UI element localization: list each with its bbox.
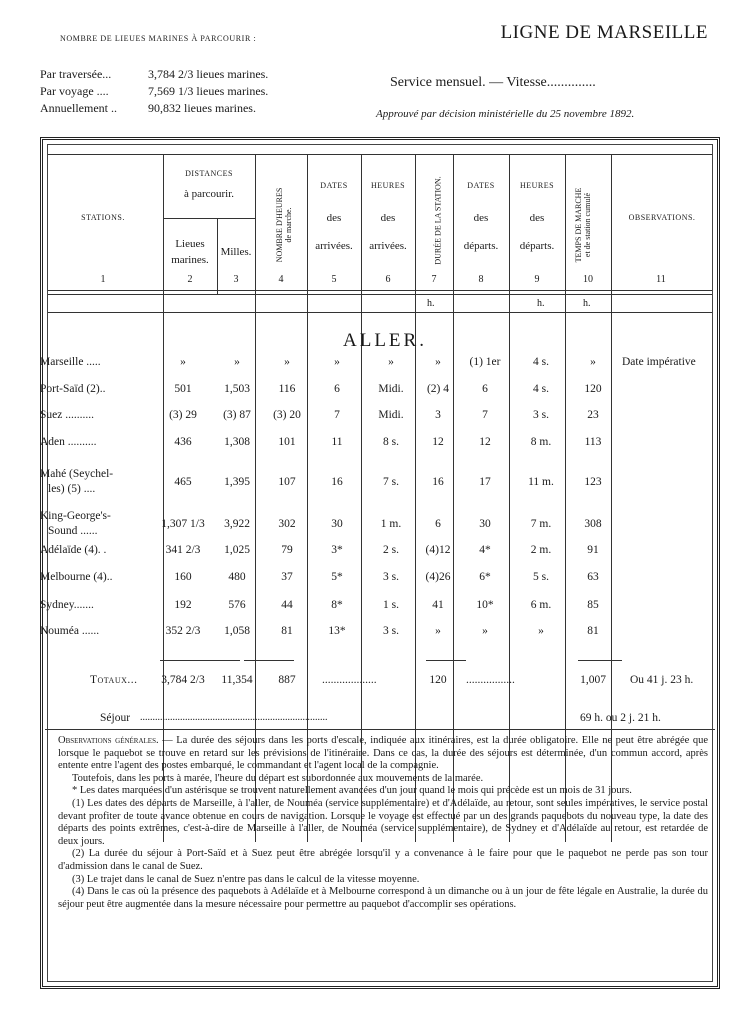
header-distances: DISTANCES [185, 169, 233, 178]
row-date-arr: 3* [331, 544, 343, 556]
header-stations: STATIONS. [81, 213, 125, 222]
header-dates-dep: DATES [467, 181, 495, 190]
header-des: des [326, 212, 342, 224]
row-temps: 113 [584, 436, 602, 448]
col-number: 7 [431, 274, 437, 285]
header-arrivees: arrivées. [369, 240, 407, 252]
unit-duree: h. [427, 298, 435, 309]
row-temps: 85 [587, 599, 599, 611]
note-paragraph: (4) Dans le cas où la présence des paquebots à Adélaïde et à Melbourne correspond à un dimanche ou à un jour de fête légale en Australie, la durée du séjour peut être augmentée dans la mesure nécessaire pour permettre au paquebot d'accomplir ses opérations. [58, 886, 708, 910]
row-milles: » [234, 356, 240, 368]
row-heures: 79 [281, 544, 293, 556]
row-lieues: (3) 29 [169, 409, 197, 421]
col-number: 11 [656, 274, 666, 285]
service-line: Service mensuel. — Vitesse.............. [390, 75, 596, 90]
row-temps: 123 [584, 476, 602, 488]
row-station: King-George's- [40, 510, 111, 522]
row-lieues: 501 [174, 383, 192, 395]
row-heures: 116 [278, 383, 296, 395]
row-heure-dep: 8 m. [530, 436, 552, 448]
sejour-value: 69 h. ou 2 j. 21 h. [580, 712, 661, 724]
row-temps: 81 [587, 625, 599, 637]
row-heures: 302 [278, 518, 296, 530]
header-heures-arr: HEURES [370, 181, 406, 190]
row-date-dep: 6* [479, 571, 491, 583]
row-temps: 308 [584, 518, 602, 530]
row-date-arr: 5* [331, 571, 343, 583]
row-milles: 3,922 [224, 518, 250, 530]
row-date-dep: (1) 1er [469, 356, 501, 368]
row-heure-arr: » [388, 356, 394, 368]
col-number: 5 [331, 274, 337, 285]
row-heure-dep: 4 s. [533, 383, 549, 395]
row-heure-arr: 2 s. [383, 544, 399, 556]
distance-heading: NOMBRE DE LIEUES MARINES À PARCOURIR : [60, 34, 257, 43]
unit-heures-dep: h. [537, 298, 545, 309]
row-station: Adélaïde (4). . [40, 544, 107, 556]
row-date-dep: 17 [479, 476, 491, 488]
row-heure-dep: 7 m. [530, 518, 552, 530]
row-heure-arr: Midi. [378, 409, 404, 421]
row-date-arr: 16 [331, 476, 343, 488]
col-number: 10 [583, 274, 593, 285]
row-heure-dep: 6 m. [530, 599, 552, 611]
row-heures: 37 [281, 571, 293, 583]
col-number: 6 [385, 274, 391, 285]
page-title: LIGNE DE MARSEILLE [500, 22, 708, 43]
row-milles: 480 [228, 571, 246, 583]
row-date-arr: 7 [334, 409, 340, 421]
row-date-arr: 6 [334, 383, 340, 395]
header-duree: DURÉE DE LA STATION. [433, 176, 443, 265]
row-milles: 1,503 [224, 383, 250, 395]
row-station-cont: les) (5) .... [48, 483, 96, 495]
row-duree: (4)12 [425, 544, 451, 556]
row-heures: » [284, 356, 290, 368]
row-date-arr: 11 [331, 436, 343, 448]
row-date-arr: 30 [331, 518, 343, 530]
approval-line: Approuvé par décision ministérielle du 25 novembre 1892. [376, 108, 635, 120]
sejour-dots: ........................................................................... [140, 712, 328, 723]
row-station: Marseille ..... [40, 356, 101, 368]
col-number: 1 [100, 274, 106, 285]
row-heures: 101 [278, 436, 296, 448]
row-heure-arr: 1 m. [380, 518, 402, 530]
totals-observation: Ou 41 j. 23 h. [630, 674, 694, 686]
row-duree: » [435, 625, 441, 637]
stat-row: Annuellement .. 90,832 lieues marines. [40, 101, 256, 115]
row-heure-arr: 8 s. [383, 436, 399, 448]
row-heure-dep: 2 m. [530, 544, 552, 556]
header-des: des [529, 212, 545, 224]
col-number: 9 [534, 274, 540, 285]
row-lieues: 352 2/3 [165, 625, 201, 637]
row-station: Suez .......... [40, 409, 94, 421]
row-temps: 23 [587, 409, 599, 421]
totals-duree: 120 [429, 674, 447, 686]
row-lieues: 465 [174, 476, 192, 488]
header-des: des [380, 212, 396, 224]
header-temps: TEMPS DE MARCHE et de station cumulé [574, 187, 592, 263]
row-station: Mahé (Seychel- [40, 468, 114, 480]
stat-row: Par voyage .... 7,569 1/3 lieues marines. [40, 84, 269, 98]
totals-temps: 1,007 [580, 674, 606, 686]
header-arrivees: arrivées. [315, 240, 353, 252]
row-duree: 12 [432, 436, 444, 448]
stats-block [40, 66, 268, 117]
totals-milles: 11,354 [221, 674, 253, 686]
row-heure-arr: 1 s. [383, 599, 399, 611]
row-temps: 63 [587, 571, 599, 583]
header-lieues: Lieues [175, 238, 205, 250]
row-temps: » [590, 356, 596, 368]
row-station: Port-Saïd (2).. [40, 383, 106, 395]
row-heure-dep: 4 s. [533, 356, 549, 368]
row-heure-dep: 11 m. [528, 476, 554, 488]
col-number: 4 [278, 274, 284, 285]
note-paragraph: Observations générales. — La durée des séjours dans les ports d'escale, indiquée aux itinéraires, est la durée obligatoire. Elle ne peut être abrégée que lorsque le paquebot se trouve en retard sur les prévisions de l'itinéraire. Dans ce cas, la durée des séjours est déterminée, d'un commun accord, après entente entre l'agent des postes embarqué, le commandant et l'agent local de la compagnie. [58, 735, 708, 772]
note-paragraph: (3) Le trajet dans le canal de Suez n'entre pas dans le calcul de la vitesse moyenne. [72, 873, 420, 885]
col-number: 2 [187, 274, 193, 285]
row-obs: Date impérative [622, 356, 696, 368]
row-duree: 3 [435, 409, 441, 421]
row-heure-dep: 3 s. [533, 409, 549, 421]
row-heures: 107 [278, 476, 296, 488]
row-lieues: » [180, 356, 186, 368]
unit-temps: h. [583, 298, 591, 309]
row-milles: 1,308 [224, 436, 250, 448]
row-station: Nouméa ...... [40, 625, 100, 637]
row-date-arr: 13* [328, 625, 346, 637]
row-milles: 1,058 [224, 625, 250, 637]
row-lieues: 192 [174, 599, 192, 611]
row-station: Sydney....... [40, 599, 94, 611]
section-title: ALLER. [343, 330, 427, 351]
row-date-dep: 4* [479, 544, 491, 556]
row-station: Aden .......... [40, 436, 97, 448]
header-nombre-heures: NOMBRE D'HEURES de marche. [275, 187, 293, 263]
row-heures: 81 [281, 625, 293, 637]
note-paragraph: Toutefois, dans les ports à marée, l'heure du départ est subordonnée aux mouvements de la marée. [72, 772, 484, 784]
totals-heures: 887 [278, 674, 296, 686]
row-date-dep: 12 [479, 436, 491, 448]
row-milles: 576 [228, 599, 246, 611]
row-date-dep: 6 [482, 383, 488, 395]
row-lieues: 436 [174, 436, 192, 448]
header-observations: OBSERVATIONS. [628, 213, 696, 222]
note-paragraph: (2) La durée du séjour à Port-Saïd et à Suez peut être abrégée lorsqu'il y a convenance à le faire pour que le paquebot ne perde pas son tour d'admission dans le canal de Suez. [58, 848, 708, 872]
row-heure-arr: 3 s. [383, 625, 399, 637]
totals-dots: ................... [322, 674, 377, 686]
header-dates-arr: DATES [320, 181, 348, 190]
col-number: 3 [233, 274, 239, 285]
row-station: Melbourne (4).. [40, 571, 113, 583]
sejour-label: Séjour [100, 712, 131, 724]
totals-lieues: 3,784 2/3 [161, 674, 205, 686]
header-marines: marines. [171, 254, 209, 266]
note-paragraph: * Les dates marquées d'un astérisque se trouvent naturellement avancées d'un jour quand le mois qui précède est un mois de 31 jours. [72, 785, 632, 797]
row-date-dep: 10* [476, 599, 494, 611]
note-paragraph: (1) Les dates des départs de Marseille, à l'aller, de Nouméa (service supplémentaire) et d'Adélaïde, au retour, sont seules impératives, le service postal devant profiter de toute avance obtenue en cours de navigation. Lorsque le voyage est effectué par un des grands paquebots du nouveau type, la date des départs des points extrêmes, c'est-à-dire de Marseille à l'aller, de Nouméa (service supplémentaire), de Sydney et d'Adélaïde au retour, est retardée de deux jours. [58, 797, 708, 847]
row-temps: 120 [584, 383, 602, 395]
header-departs: départs. [463, 240, 499, 252]
row-heure-arr: Midi. [378, 383, 404, 395]
general-observations [58, 735, 708, 911]
row-lieues: 160 [174, 571, 192, 583]
row-milles: 1,025 [224, 544, 250, 556]
header-a-parcourir: à parcourir. [183, 188, 235, 200]
row-duree: (2) 4 [426, 383, 450, 395]
totals-dots: ................. [466, 674, 515, 686]
row-lieues: 341 2/3 [165, 544, 201, 556]
row-temps: 91 [587, 544, 599, 556]
totals-label: Totaux... [90, 674, 138, 686]
row-duree: 41 [432, 599, 444, 611]
row-date-arr: 8* [331, 599, 343, 611]
header-des: des [473, 212, 489, 224]
row-lieues: 1,307 1/3 [161, 518, 205, 530]
row-duree: 6 [435, 518, 441, 530]
row-milles: (3) 87 [223, 409, 251, 421]
row-date-dep: » [482, 625, 488, 637]
header-heures-dep: HEURES [519, 181, 555, 190]
col-number: 8 [478, 274, 484, 285]
row-duree: » [435, 356, 441, 368]
row-heure-dep: 5 s. [533, 571, 549, 583]
row-milles: 1,395 [224, 476, 250, 488]
header-departs: départs. [519, 240, 555, 252]
row-duree: 16 [432, 476, 444, 488]
row-date-arr: » [334, 356, 340, 368]
row-heures: 44 [281, 599, 293, 611]
row-heure-arr: 3 s. [383, 571, 399, 583]
row-heure-arr: 7 s. [383, 476, 399, 488]
row-date-dep: 7 [482, 409, 488, 421]
row-duree: (4)26 [425, 571, 451, 583]
header-milles: Milles. [220, 246, 252, 258]
row-heure-dep: » [538, 625, 544, 637]
row-station-cont: Sound ...... [48, 525, 98, 537]
row-heures: (3) 20 [273, 409, 301, 421]
stat-row: Par traversée... 3,784 2/3 lieues marines. [40, 67, 269, 81]
row-date-dep: 30 [479, 518, 491, 530]
